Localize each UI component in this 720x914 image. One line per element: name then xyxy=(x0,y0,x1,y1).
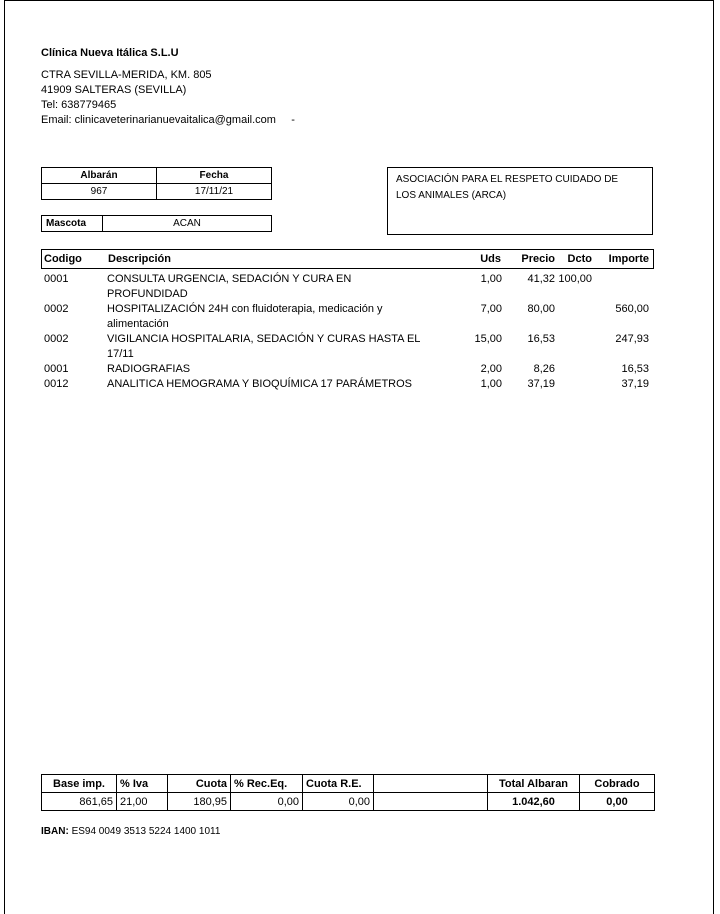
iban-value: ES94 0049 3513 5224 1400 1011 xyxy=(71,826,221,837)
item-row xyxy=(41,377,654,392)
totals-table xyxy=(41,774,655,811)
iva-value: 21,00 xyxy=(117,793,168,811)
fecha-label: Fecha xyxy=(157,168,272,184)
total-value: 1.042,60 xyxy=(488,793,580,811)
item-codigo: 0001 xyxy=(44,273,69,285)
item-precio: 8,26 xyxy=(533,363,555,375)
item-codigo: 0012 xyxy=(44,378,69,390)
client-box xyxy=(387,167,653,235)
mascota-label: Mascota xyxy=(42,216,103,232)
iban-label: IBAN: xyxy=(41,826,69,837)
empty-header-cell xyxy=(374,775,488,793)
client-line1: ASOCIACIÓN PARA EL RESPETO CUIDADO DE xyxy=(396,174,619,185)
cuota-label: Cuota xyxy=(168,775,231,793)
company-name: Clínica Nueva Itálica S.L.U xyxy=(41,47,179,59)
company-address-line2: 41909 SALTERAS (SEVILLA) xyxy=(41,84,187,96)
mascota-value: ACAN xyxy=(103,216,272,232)
item-row xyxy=(41,362,654,377)
albaran-table xyxy=(41,167,272,200)
item-uds: 1,00 xyxy=(480,273,502,285)
iban-line xyxy=(41,826,220,837)
header-dcto: Dcto xyxy=(567,253,592,265)
item-descripcion: CONSULTA URGENCIA, SEDACIÓN Y CURA EN PROFUNDIDAD xyxy=(107,273,352,300)
item-importe: 37,19 xyxy=(621,378,649,390)
item-precio: 37,19 xyxy=(527,378,555,390)
cuotare-value: 0,00 xyxy=(303,793,374,811)
item-descripcion: VIGILANCIA HOSPITALARIA, SEDACIÓN Y CURAS HASTA EL 17/11 xyxy=(107,333,420,360)
item-importe: 560,00 xyxy=(615,303,649,315)
item-uds: 15,00 xyxy=(474,333,502,345)
item-codigo: 0002 xyxy=(44,303,69,315)
items-header xyxy=(41,249,654,269)
iva-label: % Iva xyxy=(117,775,168,793)
base-label: Base imp. xyxy=(42,775,117,793)
item-row xyxy=(41,302,654,332)
cuota-value: 180,95 xyxy=(168,793,231,811)
empty-value-cell xyxy=(374,793,488,811)
item-codigo: 0002 xyxy=(44,333,69,345)
client-line2: LOS ANIMALES (ARCA) xyxy=(396,190,507,201)
company-email: Email: clinicaveterinarianuevaitalica@gmail.com - xyxy=(41,114,295,126)
items-list xyxy=(41,272,654,392)
cuotare-label: Cuota R.E. xyxy=(303,775,374,793)
albaran-label: Albarán xyxy=(42,168,157,184)
item-precio: 41,32 xyxy=(527,273,555,285)
item-descripcion: HOSPITALIZACIÓN 24H con fluidoterapia, medicación y alimentación xyxy=(107,303,383,330)
mascota-table xyxy=(41,215,272,232)
receq-label: % Rec.Eq. xyxy=(231,775,303,793)
company-block xyxy=(41,46,295,128)
cobrado-value: 0,00 xyxy=(580,793,655,811)
cobrado-label: Cobrado xyxy=(580,775,655,793)
item-precio: 16,53 xyxy=(527,333,555,345)
item-uds: 1,00 xyxy=(480,378,502,390)
header-precio: Precio xyxy=(521,253,555,265)
header-uds: Uds xyxy=(480,253,501,265)
header-codigo: Codigo xyxy=(44,253,82,265)
item-precio: 80,00 xyxy=(527,303,555,315)
item-dcto: 100,00 xyxy=(558,273,592,285)
item-importe: 16,53 xyxy=(621,363,649,375)
item-codigo: 0001 xyxy=(44,363,69,375)
company-phone: Tel: 638779465 xyxy=(41,99,117,111)
item-importe: 247,93 xyxy=(615,333,649,345)
receq-value: 0,00 xyxy=(231,793,303,811)
item-descripcion: RADIOGRAFIAS xyxy=(107,363,191,375)
fecha-value: 17/11/21 xyxy=(157,184,272,200)
albaran-number: 967 xyxy=(42,184,157,200)
item-row xyxy=(41,272,654,302)
item-descripcion: ANALITICA HEMOGRAMA Y BIOQUÍMICA 17 PARÁMETROS xyxy=(107,378,413,390)
total-label: Total Albaran xyxy=(488,775,580,793)
item-uds: 7,00 xyxy=(480,303,502,315)
header-importe: Importe xyxy=(608,253,649,265)
item-row xyxy=(41,332,654,362)
base-value: 861,65 xyxy=(42,793,117,811)
item-uds: 2,00 xyxy=(480,363,502,375)
header-descripcion: Descripción xyxy=(108,253,171,265)
company-address-line1: CTRA SEVILLA-MERIDA, KM. 805 xyxy=(41,69,212,81)
